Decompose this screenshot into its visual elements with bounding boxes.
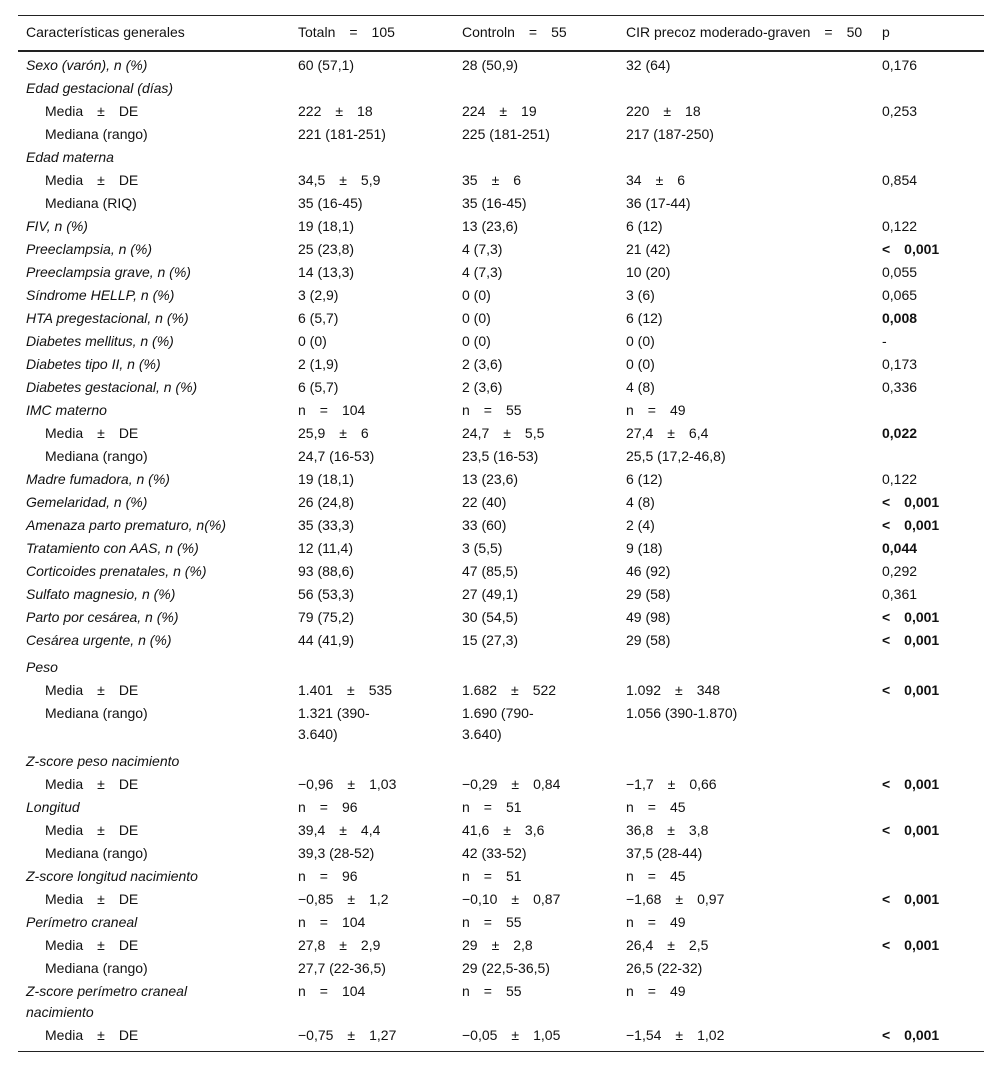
cell-p-value xyxy=(874,652,984,679)
table-row xyxy=(18,100,984,123)
cell-cir: 220 ± 18 xyxy=(626,103,701,119)
table-header xyxy=(18,16,984,52)
cell-cir xyxy=(618,746,874,773)
row-label: Diabetes tipo II, n (%) xyxy=(26,356,161,372)
cell-total: 34,5 ± 5,9 xyxy=(298,172,381,188)
row-label: Edad gestacional (días) xyxy=(26,80,174,96)
cell-control xyxy=(454,746,618,773)
cell-p-value xyxy=(874,957,984,980)
cell-total: 25,9 ± 6 xyxy=(298,425,369,441)
cell-total: n = 104 xyxy=(298,402,366,418)
table-row xyxy=(18,284,984,307)
cell-cir: 46 (92) xyxy=(626,563,671,579)
table-row xyxy=(18,1024,984,1052)
row-label: Sexo (varón), n (%) xyxy=(26,57,148,73)
cell-control: 27 (49,1) xyxy=(462,586,519,602)
row-label: Parto por cesárea, n (%) xyxy=(26,609,179,625)
cell-control: 2 (3,6) xyxy=(462,379,503,395)
cell-p-value: < 0,001 xyxy=(882,776,940,792)
cell-total: 24,7 (16-53) xyxy=(298,448,375,464)
cell-total: n = 104 xyxy=(298,914,366,930)
cell-cir: 21 (42) xyxy=(626,241,671,257)
table-row xyxy=(18,399,984,422)
header-cir: CIR precoz moderado-graven = 50 xyxy=(618,16,874,52)
cell-cir: 2 (4) xyxy=(626,517,655,533)
cell-cir: 10 (20) xyxy=(626,264,671,280)
table-row xyxy=(18,77,984,100)
row-label: Media ± DE xyxy=(45,425,139,441)
cell-control: 13 (23,6) xyxy=(462,471,519,487)
row-label: Media ± DE xyxy=(45,891,139,907)
table-row xyxy=(18,796,984,819)
cell-cir: 32 (64) xyxy=(626,57,671,73)
cell-control: n = 55 xyxy=(462,402,522,418)
row-label: FIV, n (%) xyxy=(26,218,88,234)
cell-cir: 3 (6) xyxy=(626,287,655,303)
cell-p-value: < 0,001 xyxy=(882,682,940,698)
row-label: Diabetes mellitus, n (%) xyxy=(26,333,174,349)
cell-total: −0,96 ± 1,03 xyxy=(298,776,397,792)
cell-control xyxy=(454,146,618,169)
cell-control: 0 (0) xyxy=(462,333,491,349)
cell-total: 35 (16-45) xyxy=(298,195,363,211)
cell-total: 0 (0) xyxy=(298,333,327,349)
cell-p-value: < 0,001 xyxy=(882,1027,940,1043)
cell-p-value: 0,122 xyxy=(882,471,918,487)
cell-control: 30 (54,5) xyxy=(462,609,519,625)
row-label: HTA pregestacional, n (%) xyxy=(26,310,189,326)
table-row xyxy=(18,629,984,652)
table-row xyxy=(18,51,984,77)
cell-cir: 36 (17-44) xyxy=(626,195,691,211)
header-control: Controln = 55 xyxy=(454,16,618,52)
row-label: Media ± DE xyxy=(45,172,139,188)
cell-p-value: 0,361 xyxy=(882,586,918,602)
cell-control: 41,6 ± 3,6 xyxy=(462,822,545,838)
cell-cir: 1.056 (390-1.870) xyxy=(626,705,738,721)
cell-control: 1.690 (790- 3.640) xyxy=(462,705,534,742)
cell-total: 221 (181-251) xyxy=(298,126,386,142)
cell-total xyxy=(290,146,454,169)
cell-cir: 29 (58) xyxy=(626,586,671,602)
cell-control: 3 (5,5) xyxy=(462,540,503,556)
table-row xyxy=(18,123,984,146)
row-label: Perímetro craneal xyxy=(26,914,138,930)
cell-cir: 0 (0) xyxy=(626,333,655,349)
row-label: Tratamiento con AAS, n (%) xyxy=(26,540,199,556)
cell-cir: −1,54 ± 1,02 xyxy=(626,1027,725,1043)
table-row xyxy=(18,192,984,215)
cell-total: 1.401 ± 535 xyxy=(298,682,393,698)
cell-p-value xyxy=(874,865,984,888)
cell-total: 19 (18,1) xyxy=(298,218,355,234)
table-row xyxy=(18,746,984,773)
row-label: Media ± DE xyxy=(45,937,139,953)
cell-control: 29 ± 2,8 xyxy=(462,937,533,953)
cell-p-value xyxy=(874,980,984,1024)
cell-p-value xyxy=(874,911,984,934)
cell-control: 0 (0) xyxy=(462,287,491,303)
cell-p-value xyxy=(874,796,984,819)
table-row xyxy=(18,934,984,957)
cell-control: 0 (0) xyxy=(462,310,491,326)
cell-control xyxy=(454,652,618,679)
header-characteristics: Características generales xyxy=(18,16,290,52)
row-label: Gemelaridad, n (%) xyxy=(26,494,148,510)
cell-total: 39,3 (28-52) xyxy=(298,845,375,861)
row-label: Diabetes gestacional, n (%) xyxy=(26,379,198,395)
cell-total: −0,75 ± 1,27 xyxy=(298,1027,397,1043)
cell-p-value: 0,173 xyxy=(882,356,918,372)
cell-control: n = 55 xyxy=(462,983,522,999)
cell-cir xyxy=(618,652,874,679)
table-row xyxy=(18,169,984,192)
row-label: Media ± DE xyxy=(45,822,139,838)
table-row xyxy=(18,238,984,261)
cell-p-value: 0,065 xyxy=(882,287,918,303)
cell-control: 4 (7,3) xyxy=(462,264,503,280)
cell-cir: −1,7 ± 0,66 xyxy=(626,776,717,792)
cell-cir: 6 (12) xyxy=(626,471,663,487)
table-row xyxy=(18,307,984,330)
cell-p-value: < 0,001 xyxy=(882,891,940,907)
cell-control: −0,10 ± 0,87 xyxy=(462,891,561,907)
cell-total: −0,85 ± 1,2 xyxy=(298,891,389,907)
cell-cir xyxy=(618,77,874,100)
table-row xyxy=(18,888,984,911)
cell-cir: 1.092 ± 348 xyxy=(626,682,721,698)
row-label: Preeclampsia grave, n (%) xyxy=(26,264,191,280)
cell-control: 2 (3,6) xyxy=(462,356,503,372)
cell-p-value: 0,122 xyxy=(882,218,918,234)
row-label: Mediana (rango) xyxy=(45,126,148,142)
cell-cir: 26,5 (22-32) xyxy=(626,960,703,976)
cell-total: n = 96 xyxy=(298,868,358,884)
cell-p-value xyxy=(874,146,984,169)
cell-control: 47 (85,5) xyxy=(462,563,519,579)
cell-cir: 4 (8) xyxy=(626,379,655,395)
cell-cir xyxy=(618,146,874,169)
cell-total: 44 (41,9) xyxy=(298,632,355,648)
row-label: Sulfato magnesio, n (%) xyxy=(26,586,176,602)
row-label: Media ± DE xyxy=(45,682,139,698)
cell-cir: n = 45 xyxy=(626,868,686,884)
cell-total: 6 (5,7) xyxy=(298,310,339,326)
cell-p-value: - xyxy=(882,333,887,349)
table-row xyxy=(18,842,984,865)
table-row xyxy=(18,679,984,702)
cell-p-value: < 0,001 xyxy=(882,937,940,953)
cell-cir: 34 ± 6 xyxy=(626,172,686,188)
table-row xyxy=(18,468,984,491)
cell-control: −0,29 ± 0,84 xyxy=(462,776,561,792)
cell-cir: 6 (12) xyxy=(626,218,663,234)
cell-total: 60 (57,1) xyxy=(298,57,355,73)
cell-total: 222 ± 18 xyxy=(298,103,373,119)
cell-control: 33 (60) xyxy=(462,517,507,533)
cell-total: 39,4 ± 4,4 xyxy=(298,822,381,838)
table-row xyxy=(18,215,984,238)
cell-total: 3 (2,9) xyxy=(298,287,339,303)
table-row xyxy=(18,957,984,980)
row-label: Longitud xyxy=(26,799,80,815)
cell-total: 27,8 ± 2,9 xyxy=(298,937,381,953)
table-row xyxy=(18,560,984,583)
header-total: Totaln = 105 xyxy=(290,16,454,52)
cell-control: 28 (50,9) xyxy=(462,57,519,73)
cell-total: n = 96 xyxy=(298,799,358,815)
cell-control: 22 (40) xyxy=(462,494,507,510)
table-row xyxy=(18,514,984,537)
row-label: Mediana (rango) xyxy=(45,960,148,976)
cell-control: 1.682 ± 522 xyxy=(462,682,557,698)
cell-control: n = 55 xyxy=(462,914,522,930)
cell-cir: n = 49 xyxy=(626,914,686,930)
table-row xyxy=(18,261,984,284)
table-row xyxy=(18,491,984,514)
row-label: Media ± DE xyxy=(45,103,139,119)
cell-p-value: < 0,001 xyxy=(882,241,940,257)
cell-p-value: 0,854 xyxy=(882,172,918,188)
cell-p-value xyxy=(874,192,984,215)
cell-control: n = 51 xyxy=(462,868,522,884)
row-label: Z-score perímetro craneal nacimiento xyxy=(26,983,188,1020)
cell-p-value xyxy=(874,77,984,100)
cell-p-value: 0,336 xyxy=(882,379,918,395)
cell-cir: 49 (98) xyxy=(626,609,671,625)
cell-control: n = 51 xyxy=(462,799,522,815)
cell-cir: 6 (12) xyxy=(626,310,663,326)
cell-cir: 29 (58) xyxy=(626,632,671,648)
cell-control: 224 ± 19 xyxy=(462,103,537,119)
cell-p-value: 0,044 xyxy=(882,540,918,556)
row-label: Edad materna xyxy=(26,149,114,165)
row-label: Cesárea urgente, n (%) xyxy=(26,632,172,648)
table-row xyxy=(18,537,984,560)
table-row xyxy=(18,330,984,353)
cell-p-value: 0,253 xyxy=(882,103,918,119)
row-label: Mediana (RIQ) xyxy=(45,195,137,211)
cell-cir: 25,5 (17,2-46,8) xyxy=(626,448,726,464)
cell-cir: n = 45 xyxy=(626,799,686,815)
cell-control: 29 (22,5-36,5) xyxy=(462,960,550,976)
cell-cir: −1,68 ± 0,97 xyxy=(626,891,725,907)
cell-control: −0,05 ± 1,05 xyxy=(462,1027,561,1043)
cell-control: 13 (23,6) xyxy=(462,218,519,234)
cell-p-value xyxy=(874,842,984,865)
cell-control: 42 (33-52) xyxy=(462,845,527,861)
row-label: IMC materno xyxy=(26,402,107,418)
table-row xyxy=(18,819,984,842)
table-row xyxy=(18,445,984,468)
cell-total: 1.321 (390- 3.640) xyxy=(298,705,370,742)
row-label: Síndrome HELLP, n (%) xyxy=(26,287,175,303)
cell-total: 56 (53,3) xyxy=(298,586,355,602)
cell-total: 14 (13,3) xyxy=(298,264,355,280)
cell-p-value: < 0,001 xyxy=(882,822,940,838)
cell-total xyxy=(290,77,454,100)
table-row xyxy=(18,702,984,746)
cell-total: 25 (23,8) xyxy=(298,241,355,257)
row-label: Madre fumadora, n (%) xyxy=(26,471,170,487)
characteristics-table xyxy=(18,15,984,1052)
row-label: Preeclampsia, n (%) xyxy=(26,241,153,257)
cell-control: 35 (16-45) xyxy=(462,195,527,211)
row-label: Mediana (rango) xyxy=(45,705,148,721)
cell-total: 2 (1,9) xyxy=(298,356,339,372)
table-row xyxy=(18,376,984,399)
cell-p-value: < 0,001 xyxy=(882,609,940,625)
cell-p-value xyxy=(874,445,984,468)
table-row xyxy=(18,865,984,888)
cell-cir: 0 (0) xyxy=(626,356,655,372)
cell-total: 35 (33,3) xyxy=(298,517,355,533)
row-label: Mediana (rango) xyxy=(45,448,148,464)
table-row xyxy=(18,980,984,1024)
cell-cir: 9 (18) xyxy=(626,540,663,556)
cell-cir: 36,8 ± 3,8 xyxy=(626,822,709,838)
cell-p-value: 0,176 xyxy=(882,57,918,73)
cell-control: 35 ± 6 xyxy=(462,172,522,188)
row-label: Z-score peso nacimiento xyxy=(26,753,180,769)
cell-cir: n = 49 xyxy=(626,402,686,418)
table-row xyxy=(18,422,984,445)
table-row xyxy=(18,353,984,376)
cell-cir: 217 (187-250) xyxy=(626,126,714,142)
cell-p-value xyxy=(874,123,984,146)
cell-control: 225 (181-251) xyxy=(462,126,550,142)
row-label: Media ± DE xyxy=(45,776,139,792)
cell-control xyxy=(454,77,618,100)
cell-total: 19 (18,1) xyxy=(298,471,355,487)
table-row xyxy=(18,146,984,169)
cell-control: 4 (7,3) xyxy=(462,241,503,257)
table-row xyxy=(18,583,984,606)
cell-total: 27,7 (22-36,5) xyxy=(298,960,386,976)
cell-total: 79 (75,2) xyxy=(298,609,355,625)
cell-total xyxy=(290,746,454,773)
cell-p-value: < 0,001 xyxy=(882,517,940,533)
table-body xyxy=(18,51,984,1052)
cell-total: 12 (11,4) xyxy=(298,540,353,556)
cell-total xyxy=(290,652,454,679)
cell-total: 93 (88,6) xyxy=(298,563,355,579)
row-label: Media ± DE xyxy=(45,1027,139,1043)
cell-control: 23,5 (16-53) xyxy=(462,448,539,464)
cell-p-value xyxy=(874,746,984,773)
cell-cir: 26,4 ± 2,5 xyxy=(626,937,709,953)
row-label: Z-score longitud nacimiento xyxy=(26,868,198,884)
cell-p-value: 0,022 xyxy=(882,425,918,441)
cell-p-value: 0,055 xyxy=(882,264,918,280)
table-row xyxy=(18,652,984,679)
cell-p-value xyxy=(874,702,984,746)
header-p: p xyxy=(874,16,984,52)
cell-cir: 4 (8) xyxy=(626,494,655,510)
row-label: Amenaza parto prematuro, n(%) xyxy=(26,517,226,533)
row-label: Corticoides prenatales, n (%) xyxy=(26,563,207,579)
cell-p-value: < 0,001 xyxy=(882,494,940,510)
cell-total: 26 (24,8) xyxy=(298,494,355,510)
header-row xyxy=(18,16,984,52)
cell-control: 24,7 ± 5,5 xyxy=(462,425,545,441)
cell-p-value: 0,008 xyxy=(882,310,918,326)
cell-total: 6 (5,7) xyxy=(298,379,339,395)
row-label: Peso xyxy=(26,659,58,675)
table-row xyxy=(18,773,984,796)
cell-cir: 27,4 ± 6,4 xyxy=(626,425,709,441)
row-label: Mediana (rango) xyxy=(45,845,148,861)
cell-total: n = 104 xyxy=(298,983,366,999)
cell-control: 15 (27,3) xyxy=(462,632,519,648)
cell-cir: n = 49 xyxy=(626,983,686,999)
cell-p-value: 0,292 xyxy=(882,563,918,579)
cell-cir: 37,5 (28-44) xyxy=(626,845,703,861)
table-row xyxy=(18,606,984,629)
cell-p-value: < 0,001 xyxy=(882,632,940,648)
cell-p-value xyxy=(874,399,984,422)
table-row xyxy=(18,911,984,934)
